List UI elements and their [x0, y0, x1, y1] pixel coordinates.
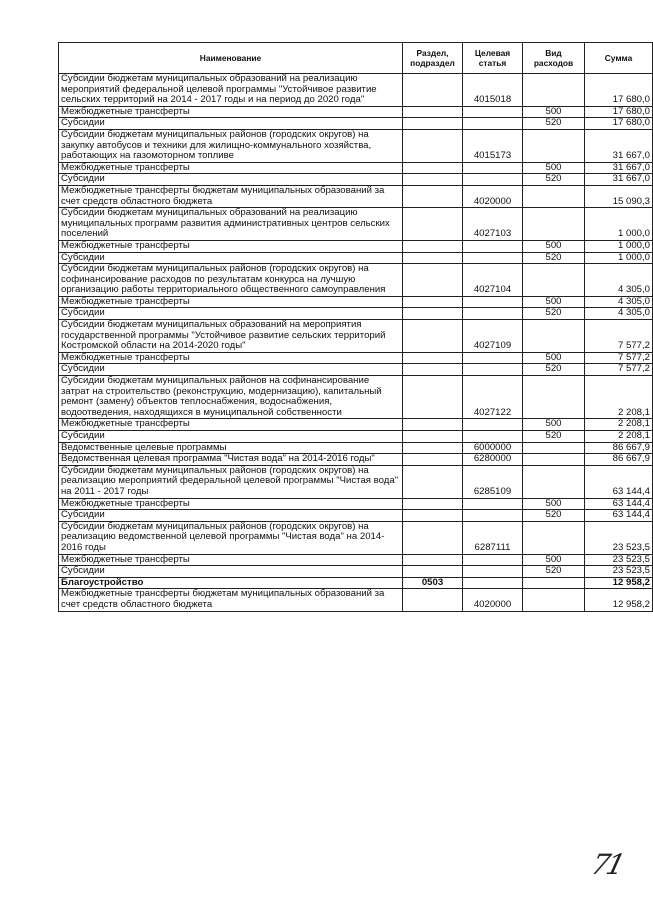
cell-sum: 63 144,4 — [585, 498, 653, 510]
cell-section — [403, 376, 463, 419]
cell-target: 4027109 — [463, 320, 523, 353]
table-row — [59, 465, 653, 498]
cell-section — [403, 74, 463, 107]
cell-name: Субсидии бюджетам муниципальных районов на софинансирование затрат на строительство (реконструкцию, модернизацию), капитальный ремонт (замену) объектов теплоснабжения, водоснабжения, водоотведения, находящихся в муниципальной собственности — [59, 376, 403, 419]
cell-sum: 86 667,9 — [585, 454, 653, 466]
cell-sum: 1 000,0 — [585, 208, 653, 241]
cell-section — [403, 465, 463, 498]
cell-type — [523, 589, 585, 611]
cell-section — [403, 252, 463, 264]
cell-type — [523, 521, 585, 554]
cell-sum: 23 523,5 — [585, 566, 653, 578]
table-row — [59, 352, 653, 364]
cell-name: Субсидии — [59, 118, 403, 130]
cell-name: Межбюджетные трансферты — [59, 162, 403, 174]
cell-type: 520 — [523, 174, 585, 186]
cell-target — [463, 566, 523, 578]
cell-target — [463, 106, 523, 118]
cell-section — [403, 264, 463, 297]
cell-sum: 7 577,2 — [585, 364, 653, 376]
cell-type: 500 — [523, 419, 585, 431]
cell-sum: 1 000,0 — [585, 240, 653, 252]
table-row — [59, 442, 653, 454]
cell-type — [523, 320, 585, 353]
table-row — [59, 162, 653, 174]
cell-sum: 4 305,0 — [585, 308, 653, 320]
cell-type: 520 — [523, 510, 585, 522]
cell-type — [523, 264, 585, 297]
table-row — [59, 264, 653, 297]
cell-name: Межбюджетные трансферты — [59, 498, 403, 510]
cell-type: 500 — [523, 352, 585, 364]
cell-type — [523, 376, 585, 419]
cell-target — [463, 308, 523, 320]
header-section: Раздел, подраздел — [403, 43, 463, 74]
cell-section — [403, 240, 463, 252]
cell-sum: 31 667,0 — [585, 129, 653, 162]
cell-target: 4020000 — [463, 589, 523, 611]
budget-sheet — [58, 42, 650, 612]
table-body — [59, 74, 653, 612]
header-target: Целевая статья — [463, 43, 523, 74]
table-header-row — [59, 43, 653, 74]
cell-target: 4020000 — [463, 185, 523, 207]
cell-name: Субсидии — [59, 308, 403, 320]
cell-section — [403, 352, 463, 364]
cell-name: Межбюджетные трансферты — [59, 352, 403, 364]
cell-type — [523, 465, 585, 498]
cell-name: Субсидии бюджетам муниципальных образований на реализацию мероприятий федеральной целевой программы "Устойчивое развитие сельских территорий на 2014 - 2017 годы и на период до 2020 года" — [59, 74, 403, 107]
cell-section — [403, 498, 463, 510]
cell-section — [403, 174, 463, 186]
table-row — [59, 208, 653, 241]
table-row — [59, 364, 653, 376]
cell-name: Ведомственная целевая программа "Чистая вода" на 2014-2016 годы" — [59, 454, 403, 466]
table-row — [59, 320, 653, 353]
cell-target — [463, 252, 523, 264]
cell-section — [403, 566, 463, 578]
table-row — [59, 454, 653, 466]
cell-section — [403, 364, 463, 376]
cell-target — [463, 352, 523, 364]
cell-type — [523, 185, 585, 207]
cell-target: 6000000 — [463, 442, 523, 454]
table-row — [59, 431, 653, 443]
cell-target — [463, 162, 523, 174]
cell-sum: 17 680,0 — [585, 118, 653, 130]
cell-target — [463, 510, 523, 522]
table-row — [59, 566, 653, 578]
cell-type: 520 — [523, 364, 585, 376]
table-row — [59, 521, 653, 554]
cell-section — [403, 510, 463, 522]
cell-section — [403, 554, 463, 566]
cell-target — [463, 554, 523, 566]
cell-section — [403, 162, 463, 174]
table-row — [59, 296, 653, 308]
cell-name: Межбюджетные трансферты — [59, 240, 403, 252]
cell-target: 4027122 — [463, 376, 523, 419]
cell-sum: 63 144,4 — [585, 465, 653, 498]
header-name: Наименование — [59, 43, 403, 74]
table-row — [59, 185, 653, 207]
cell-target: 6287111 — [463, 521, 523, 554]
cell-name: Межбюджетные трансферты бюджетам муниципальных образований за счет средств областного бюджета — [59, 589, 403, 611]
table-row — [59, 174, 653, 186]
cell-sum: 2 208,1 — [585, 376, 653, 419]
table-row — [59, 577, 653, 589]
cell-target — [463, 419, 523, 431]
cell-section — [403, 521, 463, 554]
cell-section — [403, 431, 463, 443]
cell-type — [523, 208, 585, 241]
cell-type: 500 — [523, 162, 585, 174]
cell-sum: 12 958,2 — [585, 577, 653, 589]
cell-target — [463, 577, 523, 589]
cell-type: 520 — [523, 308, 585, 320]
table-row — [59, 74, 653, 107]
cell-name: Субсидии — [59, 252, 403, 264]
header-sum: Сумма — [585, 43, 653, 74]
table-row — [59, 498, 653, 510]
budget-table — [58, 42, 653, 612]
cell-type: 520 — [523, 566, 585, 578]
cell-target: 6285109 — [463, 465, 523, 498]
cell-sum: 31 667,0 — [585, 174, 653, 186]
cell-sum: 17 680,0 — [585, 74, 653, 107]
table-row — [59, 118, 653, 130]
cell-name: Субсидии бюджетам муниципальных образований на мероприятия государственной программы "Устойчивое развитие сельских территорий Костромской области на 2014-2020 годы" — [59, 320, 403, 353]
cell-section — [403, 106, 463, 118]
cell-target: 4027104 — [463, 264, 523, 297]
cell-type: 500 — [523, 554, 585, 566]
cell-type — [523, 442, 585, 454]
cell-sum: 1 000,0 — [585, 252, 653, 264]
cell-type: 500 — [523, 296, 585, 308]
cell-type: 520 — [523, 431, 585, 443]
cell-name: Субсидии бюджетам муниципальных районов (городских округов) на реализацию ведомственной целевой программы "Чистая вода" на 2014-2016 годы — [59, 521, 403, 554]
cell-name: Субсидии бюджетам муниципальных районов (городских округов) на софинансирование расходов по результатам конкурса на лучшую организацию работы территориального общественного самоуправления — [59, 264, 403, 297]
cell-target: 4015173 — [463, 129, 523, 162]
cell-section — [403, 308, 463, 320]
cell-name: Межбюджетные трансферты — [59, 106, 403, 118]
cell-section — [403, 118, 463, 130]
cell-name: Субсидии — [59, 174, 403, 186]
cell-sum: 7 577,2 — [585, 352, 653, 364]
table-row — [59, 589, 653, 611]
cell-section — [403, 320, 463, 353]
table-row — [59, 129, 653, 162]
table-row — [59, 419, 653, 431]
cell-type: 500 — [523, 498, 585, 510]
cell-section — [403, 129, 463, 162]
cell-sum: 12 958,2 — [585, 589, 653, 611]
cell-name: Межбюджетные трансферты — [59, 419, 403, 431]
cell-target — [463, 431, 523, 443]
cell-target — [463, 118, 523, 130]
table-row — [59, 376, 653, 419]
cell-sum: 15 090,3 — [585, 185, 653, 207]
cell-type — [523, 129, 585, 162]
cell-section: 0503 — [403, 577, 463, 589]
cell-target — [463, 296, 523, 308]
cell-type: 500 — [523, 240, 585, 252]
cell-sum: 31 667,0 — [585, 162, 653, 174]
table-row — [59, 554, 653, 566]
header-type: Вид расходов — [523, 43, 585, 74]
cell-section — [403, 442, 463, 454]
handwritten-page-number: 71 — [587, 848, 626, 881]
cell-target: 4015018 — [463, 74, 523, 107]
cell-type: 520 — [523, 252, 585, 264]
cell-sum: 7 577,2 — [585, 320, 653, 353]
table-row — [59, 308, 653, 320]
table-row — [59, 252, 653, 264]
cell-type: 500 — [523, 106, 585, 118]
cell-name: Субсидии бюджетам муниципальных образований на реализацию муниципальных программ развития административных центров сельских поселений — [59, 208, 403, 241]
cell-name: Межбюджетные трансферты — [59, 296, 403, 308]
cell-sum: 17 680,0 — [585, 106, 653, 118]
cell-name: Субсидии бюджетам муниципальных районов (городских округов) на реализацию мероприятий федеральной целевой программы "Чистая вода" на 2011 - 2017 годы — [59, 465, 403, 498]
cell-name: Благоустройство — [59, 577, 403, 589]
cell-target — [463, 174, 523, 186]
cell-sum: 86 667,9 — [585, 442, 653, 454]
table-row — [59, 106, 653, 118]
cell-target: 6280000 — [463, 454, 523, 466]
cell-sum: 23 523,5 — [585, 521, 653, 554]
cell-target — [463, 240, 523, 252]
cell-section — [403, 208, 463, 241]
cell-type — [523, 74, 585, 107]
table-row — [59, 510, 653, 522]
cell-sum: 23 523,5 — [585, 554, 653, 566]
cell-target: 4027103 — [463, 208, 523, 241]
cell-type — [523, 454, 585, 466]
cell-type: 520 — [523, 118, 585, 130]
cell-section — [403, 589, 463, 611]
cell-name: Субсидии — [59, 510, 403, 522]
cell-name: Субсидии бюджетам муниципальных районов (городских округов) на закупку автобусов и техники для жилищно-коммунального хозяйства, работающих на газомоторном топливе — [59, 129, 403, 162]
cell-name: Субсидии — [59, 431, 403, 443]
cell-sum: 2 208,1 — [585, 431, 653, 443]
cell-target — [463, 498, 523, 510]
cell-target — [463, 364, 523, 376]
cell-sum: 4 305,0 — [585, 264, 653, 297]
cell-name: Субсидии — [59, 364, 403, 376]
table-row — [59, 240, 653, 252]
cell-name: Межбюджетные трансферты бюджетам муниципальных образований за счет средств областного бюджета — [59, 185, 403, 207]
cell-name: Ведомственные целевые программы — [59, 442, 403, 454]
cell-sum: 4 305,0 — [585, 296, 653, 308]
cell-type — [523, 577, 585, 589]
cell-section — [403, 185, 463, 207]
cell-section — [403, 454, 463, 466]
cell-section — [403, 419, 463, 431]
cell-sum: 63 144,4 — [585, 510, 653, 522]
cell-sum: 2 208,1 — [585, 419, 653, 431]
cell-name: Субсидии — [59, 566, 403, 578]
cell-name: Межбюджетные трансферты — [59, 554, 403, 566]
cell-section — [403, 296, 463, 308]
